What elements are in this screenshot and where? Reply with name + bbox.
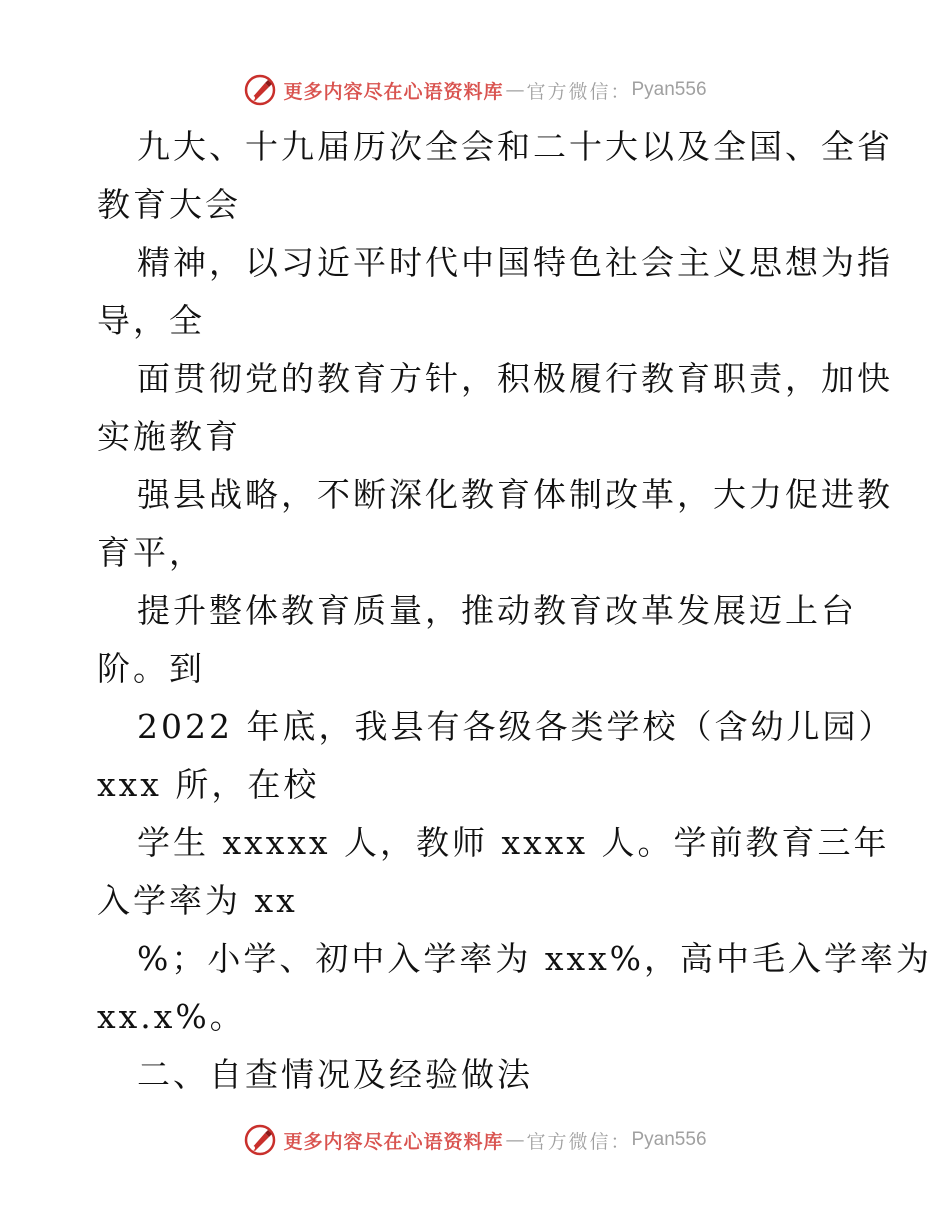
paragraph-line: xxx 所，在校 <box>97 765 320 804</box>
pen-logo-icon <box>243 1123 277 1157</box>
paragraph <box>97 118 893 234</box>
section-heading <box>97 1046 857 1104</box>
paragraph-line: 2022 年底，我县有各级各类学校（含幼儿园） <box>137 707 895 746</box>
banner-wechat-id: Pyan556 <box>631 79 707 100</box>
paragraph-line: 育平， <box>97 533 205 572</box>
paragraph-line: 学生 xxxxx 人，教师 xxxx 人。学前教育三年 <box>137 823 890 862</box>
banner-dash: — <box>505 1129 525 1151</box>
paragraph-line: 九大、十九届历次全会和二十大以及全国、全省 <box>137 127 893 166</box>
paragraph-line: %；小学、初中入学率为 xxx%，高中毛入学率为 <box>137 939 933 978</box>
banner-wechat-id: Pyan556 <box>631 1129 707 1150</box>
footer-banner <box>0 1120 950 1160</box>
paragraph-line: 实施教育 <box>97 417 241 456</box>
paragraph <box>97 698 895 814</box>
paragraph-line: 入学率为 xx <box>97 881 298 920</box>
paragraph <box>97 930 933 1046</box>
banner-brand-text: 更多内容尽在心语资料库 <box>283 1130 504 1153</box>
header-banner <box>0 70 950 110</box>
paragraph-line: 教育大会 <box>97 185 241 224</box>
banner-dash: — <box>505 79 525 101</box>
paragraph <box>97 234 893 350</box>
paragraph-line: 面贯彻党的教育方针，积极履行教育职责，加快 <box>137 359 893 398</box>
section-heading-text: 二、自查情况及经验做法 <box>137 1055 533 1094</box>
paragraph-line: 阶。到 <box>97 649 205 688</box>
paragraph-line: 强县战略，不断深化教育体制改革，大力促进教 <box>137 475 893 514</box>
paragraph-line: 精神，以习近平时代中国特色社会主义思想为指 <box>137 243 893 282</box>
paragraph <box>97 582 857 698</box>
paragraph <box>97 814 890 930</box>
banner-official-label: 官方微信： <box>526 1130 632 1153</box>
paragraph-line: xx.x%。 <box>97 997 246 1036</box>
paragraph-line: 导，全 <box>97 301 205 340</box>
paragraph <box>97 466 893 582</box>
banner-brand-text: 更多内容尽在心语资料库 <box>283 80 504 103</box>
paragraph <box>97 350 893 466</box>
pen-logo-icon <box>243 73 277 107</box>
paragraph-line: 提升整体教育质量，推动教育改革发展迈上台 <box>137 591 857 630</box>
document-body <box>97 118 933 1104</box>
banner-official-label: 官方微信： <box>526 80 632 103</box>
